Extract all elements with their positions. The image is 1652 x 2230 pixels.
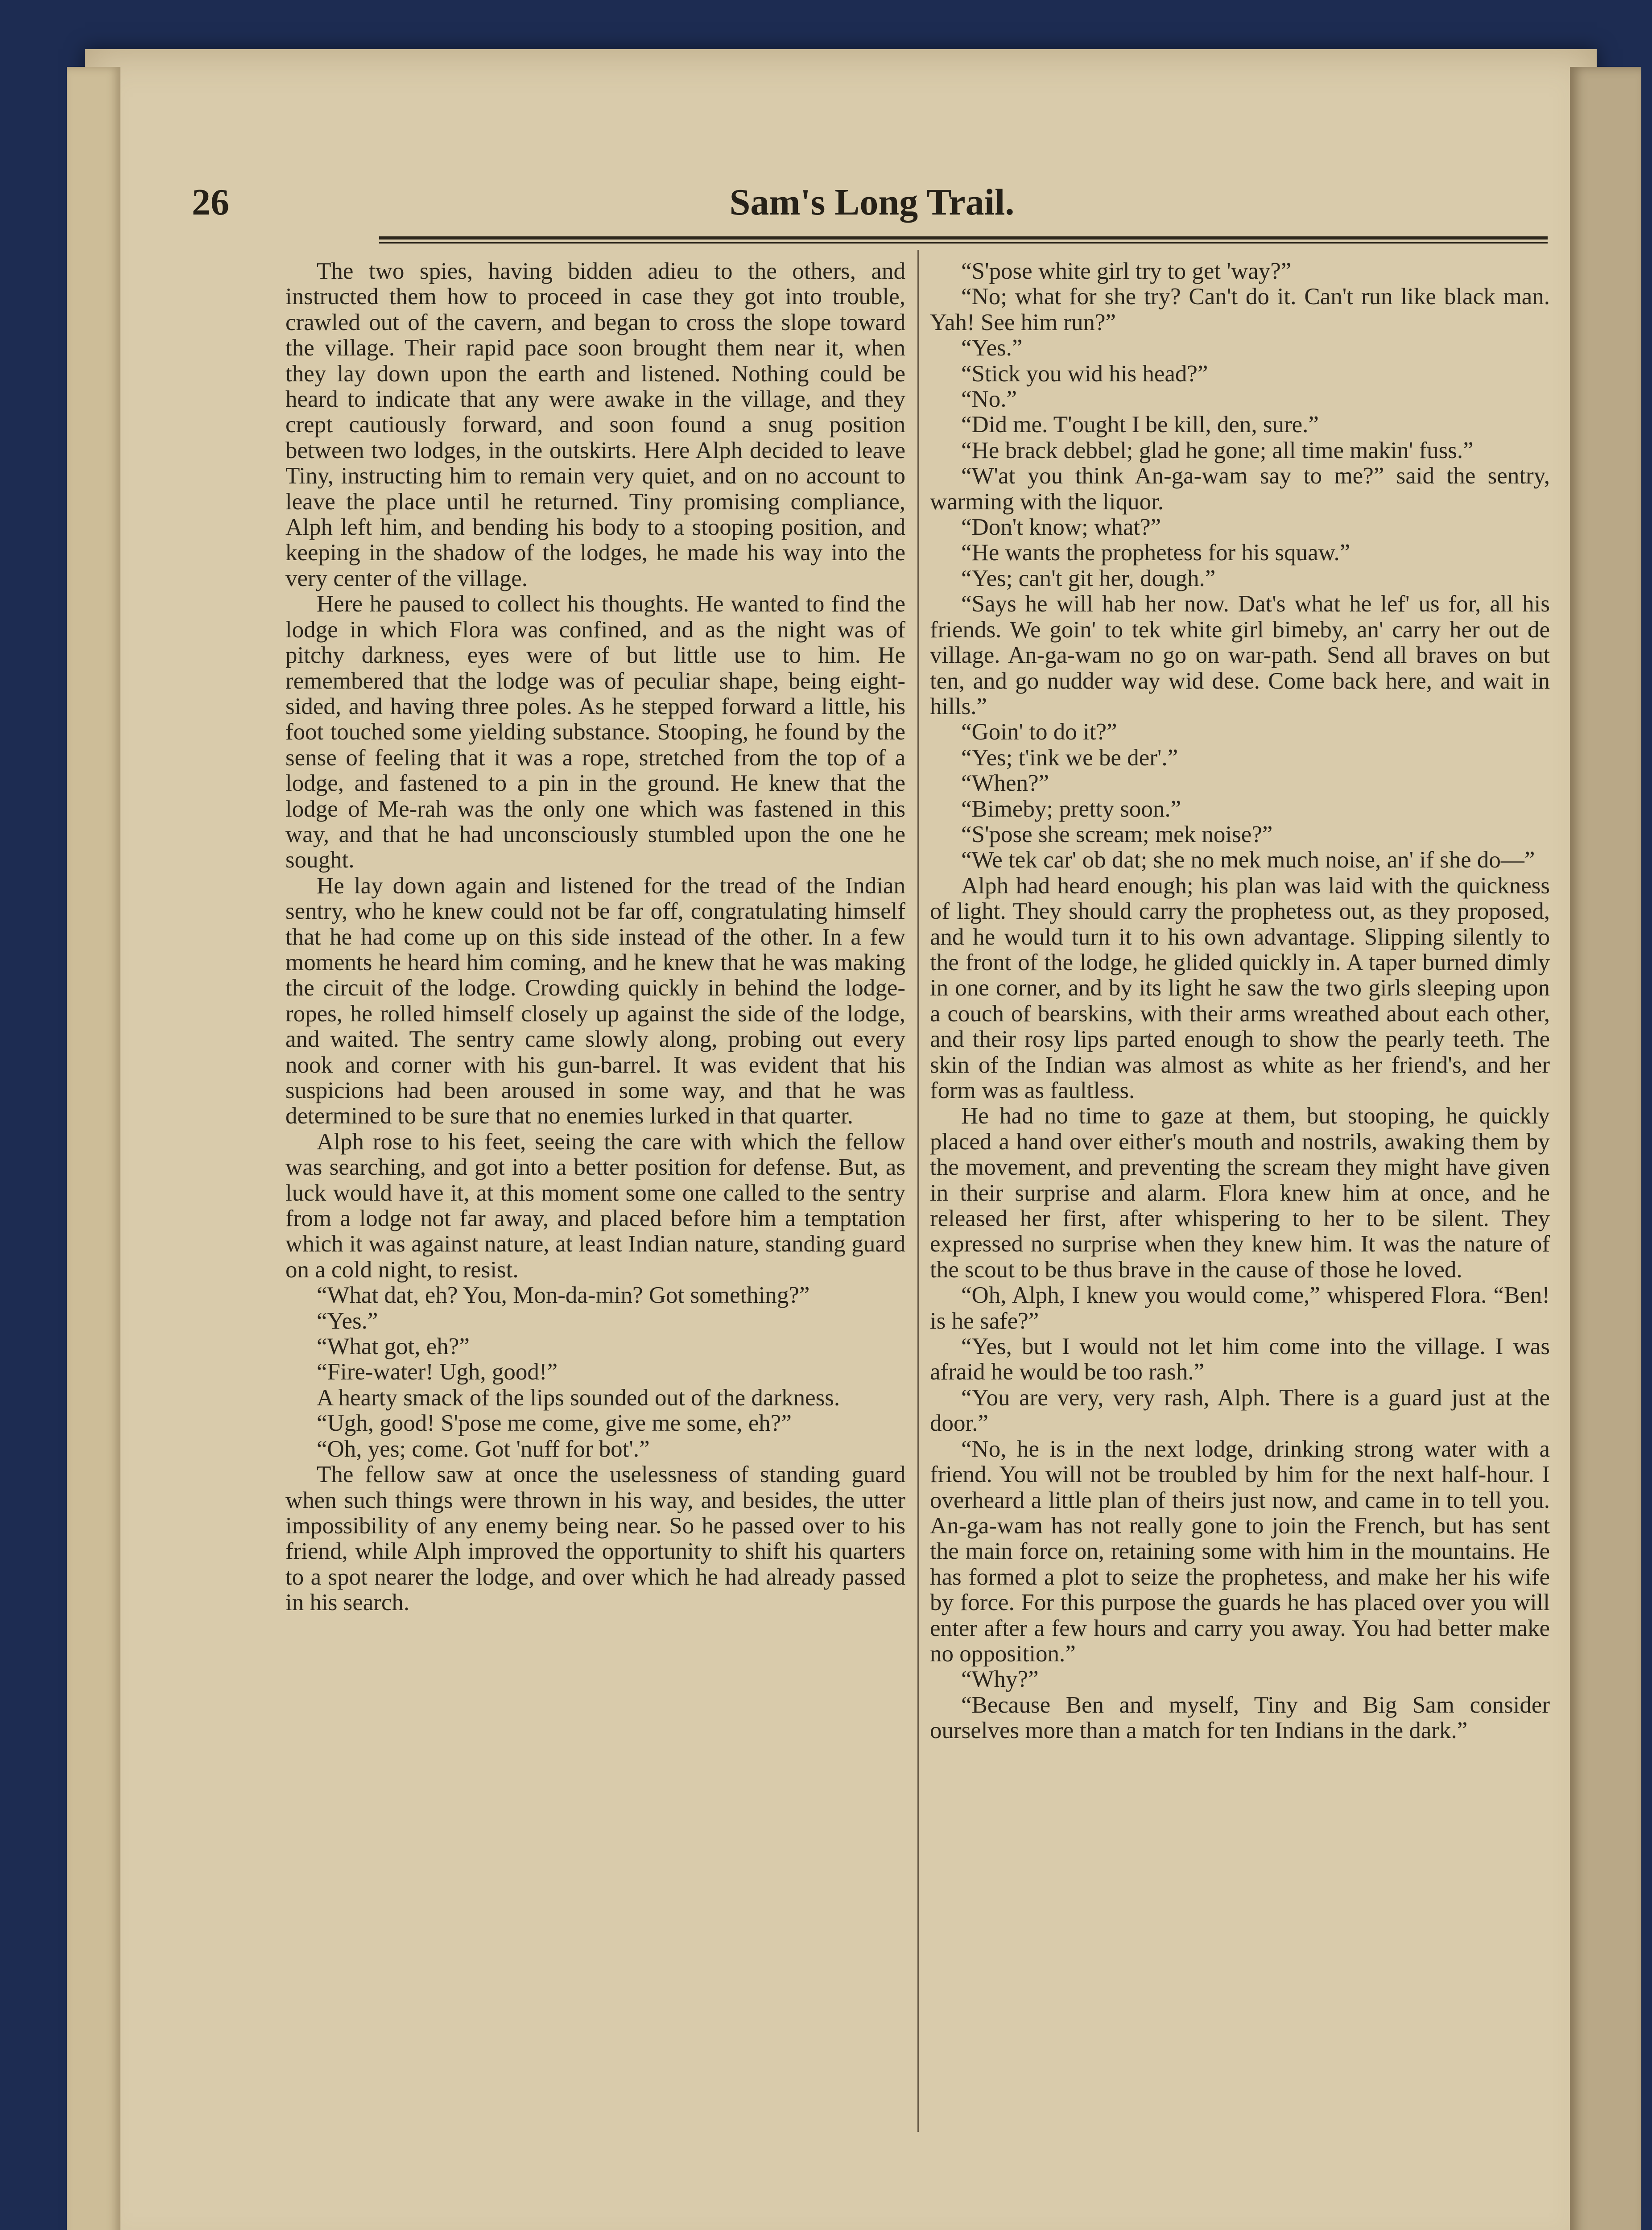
- paragraph: “S'pose white girl try to get 'way?”: [961, 258, 1292, 284]
- paragraph: A hearty smack of the lips sounded out of the darkness.: [317, 1384, 840, 1411]
- paragraph: “Yes; t'ink we be der'.”: [961, 744, 1178, 771]
- paragraph: “Yes.”: [961, 335, 1023, 361]
- paragraph: “Don't know; what?”: [961, 514, 1161, 541]
- paragraph: “No; what for she try? Can't do it. Can't run like black man. Yah! See him run?”: [930, 284, 1550, 335]
- paragraph: “Yes, but I would not let him come into the village. I was afraid he would be too rash.”: [930, 1334, 1550, 1385]
- paragraph: “What dat, eh? You, Mon-da-min? Got something?”: [317, 1282, 810, 1309]
- paragraph: The fellow saw at once the uselessness of standing guard when such things were thrown in his way, and besides, the utter impossibility of any enemy being near. So he passed over to his friend, while Alph improved the opportunity to shift his quarters to a spot nearer the lodge, and over which he had already passed in his search.: [285, 1462, 905, 1616]
- paragraph: “Because Ben and myself, Tiny and Big Sam consider ourselves more than a match for ten Indians in the dark.”: [930, 1692, 1550, 1744]
- paragraph: “Says he will hab her now. Dat's what he lef' us for, all his friends. We goin' to tek white girl bimeby, an' carry her out de village. An-ga-wam no go on war-path. Send all braves on but ten, and go nudder way wid dese. Come back here, and wait in hills.”: [930, 591, 1550, 719]
- paragraph: “Ugh, good! S'pose me come, give me some, eh?”: [317, 1410, 792, 1437]
- next-page-edge: [1570, 67, 1641, 2230]
- paragraph: “He brack debbel; glad he gone; all time makin' fuss.”: [961, 437, 1474, 463]
- paragraph: “Bimeby; pretty soon.”: [961, 796, 1181, 822]
- page-header: [192, 181, 1552, 230]
- paragraph: “No, he is in the next lodge, drinking strong water with a friend. You will not be troubled by him for the next half-hour. I overheard a little plan of theirs just now, and came in to tell you. An-ga-wam has not really gone to join the French, but has sent the main force on, retaining some with him in the mountains. He has formed a plot to seize the prophetess, and make her his wife by force. For this purpose the guards he has placed over you will enter after a few hours and carry you away. You had better make no opposition.”: [930, 1436, 1550, 1667]
- paragraph: “S'pose she scream; mek noise?”: [961, 821, 1273, 847]
- paragraph: “Goin' to do it?”: [961, 719, 1117, 745]
- paragraph: “He wants the prophetess for his squaw.”: [961, 540, 1351, 566]
- paragraph: “What got, eh?”: [317, 1334, 470, 1360]
- paragraph: “Did me. T'ought I be kill, den, sure.”: [961, 412, 1319, 438]
- paragraph: “Fire-water! Ugh, good!”: [317, 1359, 558, 1385]
- paragraph: “Yes.”: [317, 1308, 378, 1334]
- right-column: [930, 259, 1550, 1744]
- paragraph: “Oh, yes; come. Got 'nuff for bot'.”: [317, 1436, 650, 1462]
- paragraph: “Stick you wid his head?”: [961, 360, 1208, 387]
- paragraph: Alph had heard enough; his plan was laid with the quickness of light. They should carry the prophetess out, as they proposed, and he would turn it to his own advantage. Slipping silently to the front of the lodge, he glided quickly in. A taper burned dimly in one corner, and by its light he saw the two girls sleeping upon a couch of bearskins, with their arms wreathed about each other, and their rosy lips parted enough to show the pearly teeth. The skin of the Indian was almost as white as her friend's, and her form was as faultless.: [930, 872, 1550, 1103]
- paragraph: Alph rose to his feet, seeing the care with which the fellow was searching, and got into a better position for defense. But, as luck would have it, at this moment some one called to the sentry from a lodge not far away, and placed before him a temptation which it was against nature, at least Indian nature, standing guard on a cold night, to resist.: [285, 1128, 905, 1283]
- paragraph: “W'at you think An-ga-wam say to me?” said the sentry, warming with the liquor.: [930, 463, 1550, 515]
- page-number: 26: [192, 182, 229, 223]
- paragraph: Here he paused to collect his thoughts. He wanted to find the lodge in which Flora was confined, and as the night was of pitchy darkness, eyes were of but little use to him. He remembered that the lodge was of peculiar shape, being eight-sided, and having three poles. As he stepped forward a little, his foot touched some yielding substance. Stooping, he found by the sense of feeling that it was a rope, stretched from the top of a lodge, and fastened to a pin in the ground. He knew that the lodge of Me-rah was the only one which was fastened in this way, and that he had unconsciously stumbled upon the one he sought.: [285, 591, 905, 873]
- paragraph: “When?”: [961, 770, 1049, 797]
- paragraph: “We tek car' ob dat; she no mek much noise, an' if she do—”: [961, 847, 1535, 873]
- paragraph: “No.”: [961, 386, 1017, 413]
- binding-strip: [67, 67, 120, 2230]
- column-divider: [917, 250, 919, 2132]
- paragraph: He lay down again and listened for the tread of the Indian sentry, who he knew could not be far off, congratulating himself that he had come up on this side instead of the other. In a few moments he heard him coming, and he knew that he was making the circuit of the lodge. Crowding quickly in behind the lodge-ropes, he rolled himself closely up against the side of the lodge, and waited. The sentry came slowly along, probing out every nook and corner with his gun-barrel. It was evident that his suspicions had been aroused in some way, and that he was determined to be sure that no enemies lurked in that quarter.: [285, 872, 905, 1129]
- paragraph: “Oh, Alph, I knew you would come,” whispered Flora. “Ben! is he safe?”: [930, 1282, 1550, 1334]
- paragraph: “Yes; can't git her, dough.”: [961, 565, 1216, 591]
- paragraph: “Why?”: [961, 1666, 1039, 1693]
- paragraph: He had no time to gaze at them, but stooping, he quickly placed a hand over either's mouth and nostrils, awaking them by the movement, and preventing the scream they might have given in their surprise and alarm. Flora knew him at once, and he released her first, after whispering to her to be silent. They expressed no surprise when they knew him. It was the nature of the scout to be thus brave in the cause of those he loved.: [930, 1103, 1550, 1283]
- paragraph: “You are very, very rash, Alph. There is a guard just at the door.”: [930, 1384, 1550, 1437]
- running-title: Sam's Long Trail.: [729, 182, 1015, 223]
- left-column: [285, 259, 905, 1616]
- header-rule: [379, 236, 1548, 244]
- paragraph: The two spies, having bidden adieu to the others, and instructed them how to proceed in case they got into trouble, crawled out of the cavern, and began to cross the slope toward the village. Their rapid pace soon brought them near it, when they lay down upon the earth and listened. Nothing could be heard to indicate that any were awake in the village, and they crept cautiously forward, and soon found a snug position between two lodges, in the outskirts. Here Alph decided to leave Tiny, instructing him to remain very quiet, and on no account to leave the place until he returned. Tiny promising compliance, Alph left him, and bending his body to a stooping position, and keeping in the shadow of the lodges, he made his way into the very center of the village.: [285, 258, 905, 591]
